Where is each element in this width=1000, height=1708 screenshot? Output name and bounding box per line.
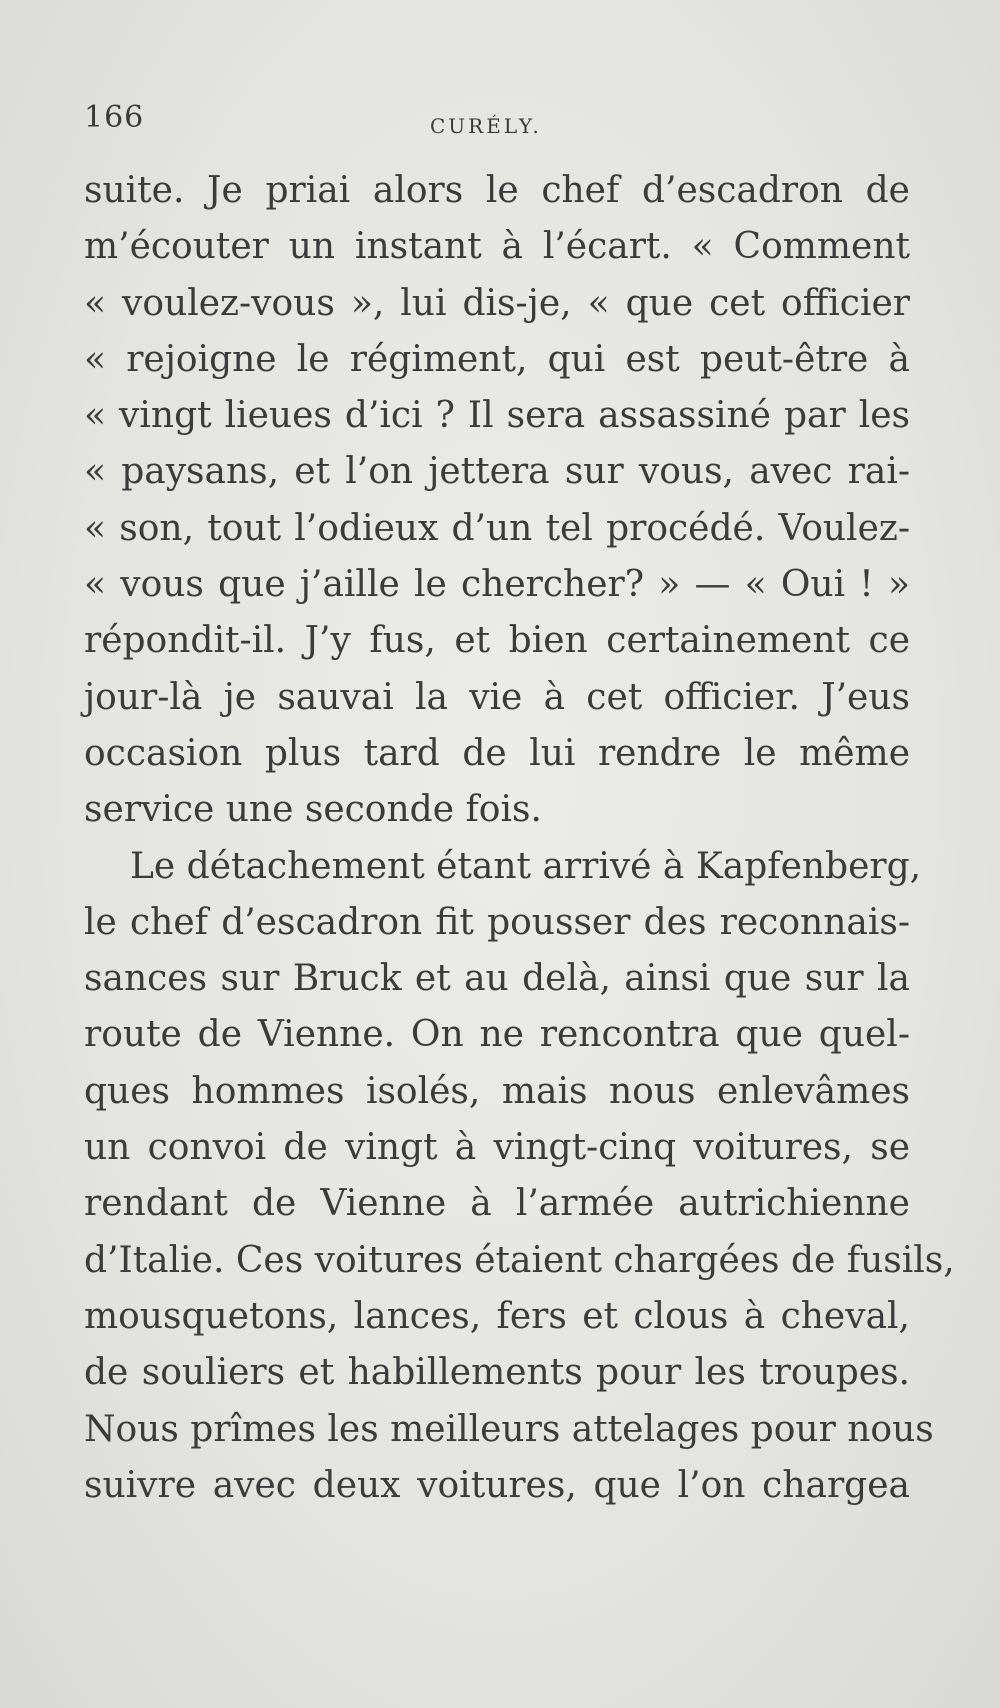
text-line: « vous que j’aille le chercher? » — « Oui ! » [84,564,910,606]
text-line: occasion plus tard de lui rendre le même [84,732,910,774]
text-line: « son, tout l’odieux d’un tel procédé. Voulez- [84,507,910,549]
text-line: Nous prîmes les meilleurs attelages pour nous [84,1408,934,1450]
text-line: rendant de Vienne à l’armée autrichienne [84,1183,910,1225]
text-line: service une seconde fois. [84,789,542,831]
text-line: ques hommes isolés, mais nous enlevâmes [84,1070,910,1112]
page-header [84,100,910,150]
text-line: jour-là je sauvai la vie à cet officier. J’eus [84,676,910,718]
text-line: d’Italie. Ces voitures étaient chargées de fusils, [84,1239,955,1281]
text-line: le chef d’escadron fit pousser des reconnais- [84,901,910,943]
text-line: Le détachement étant arrivé à Kapfenberg, [130,845,922,887]
text-line: un convoi de vingt à vingt-cinq voitures, se [84,1127,910,1169]
text-line: route de Vienne. On ne rencontra que quel- [84,1014,910,1056]
text-line: mousquetons, lances, fers et clous à cheval, [84,1295,910,1337]
text-line: « vingt lieues d’ici ? Il sera assassiné par les [84,395,910,437]
body-text [84,163,955,1514]
text-line: suite. Je priai alors le chef d’escadron de [84,170,910,211]
page-number: 166 [84,100,145,135]
text-line: de souliers et habillements pour les troupes. [84,1352,910,1394]
text-line: « paysans, et l’on jettera sur vous, avec rai- [84,451,910,493]
text-line: m’écouter un instant à l’écart. « Comment [84,226,910,268]
text-line: sances sur Bruck et au delà, ainsi que sur la [84,958,910,1000]
text-line: « rejoigne le régiment, qui est peut-être à [84,338,910,380]
running-head: CURÉLY. [430,114,542,138]
text-line: répondit-il. J’y fus, et bien certainement ce [84,620,910,662]
text-line: suivre avec deux voitures, que l’on chargea [84,1464,910,1506]
text-line: « voulez-vous », lui dis-je, « que cet officier [84,282,910,324]
